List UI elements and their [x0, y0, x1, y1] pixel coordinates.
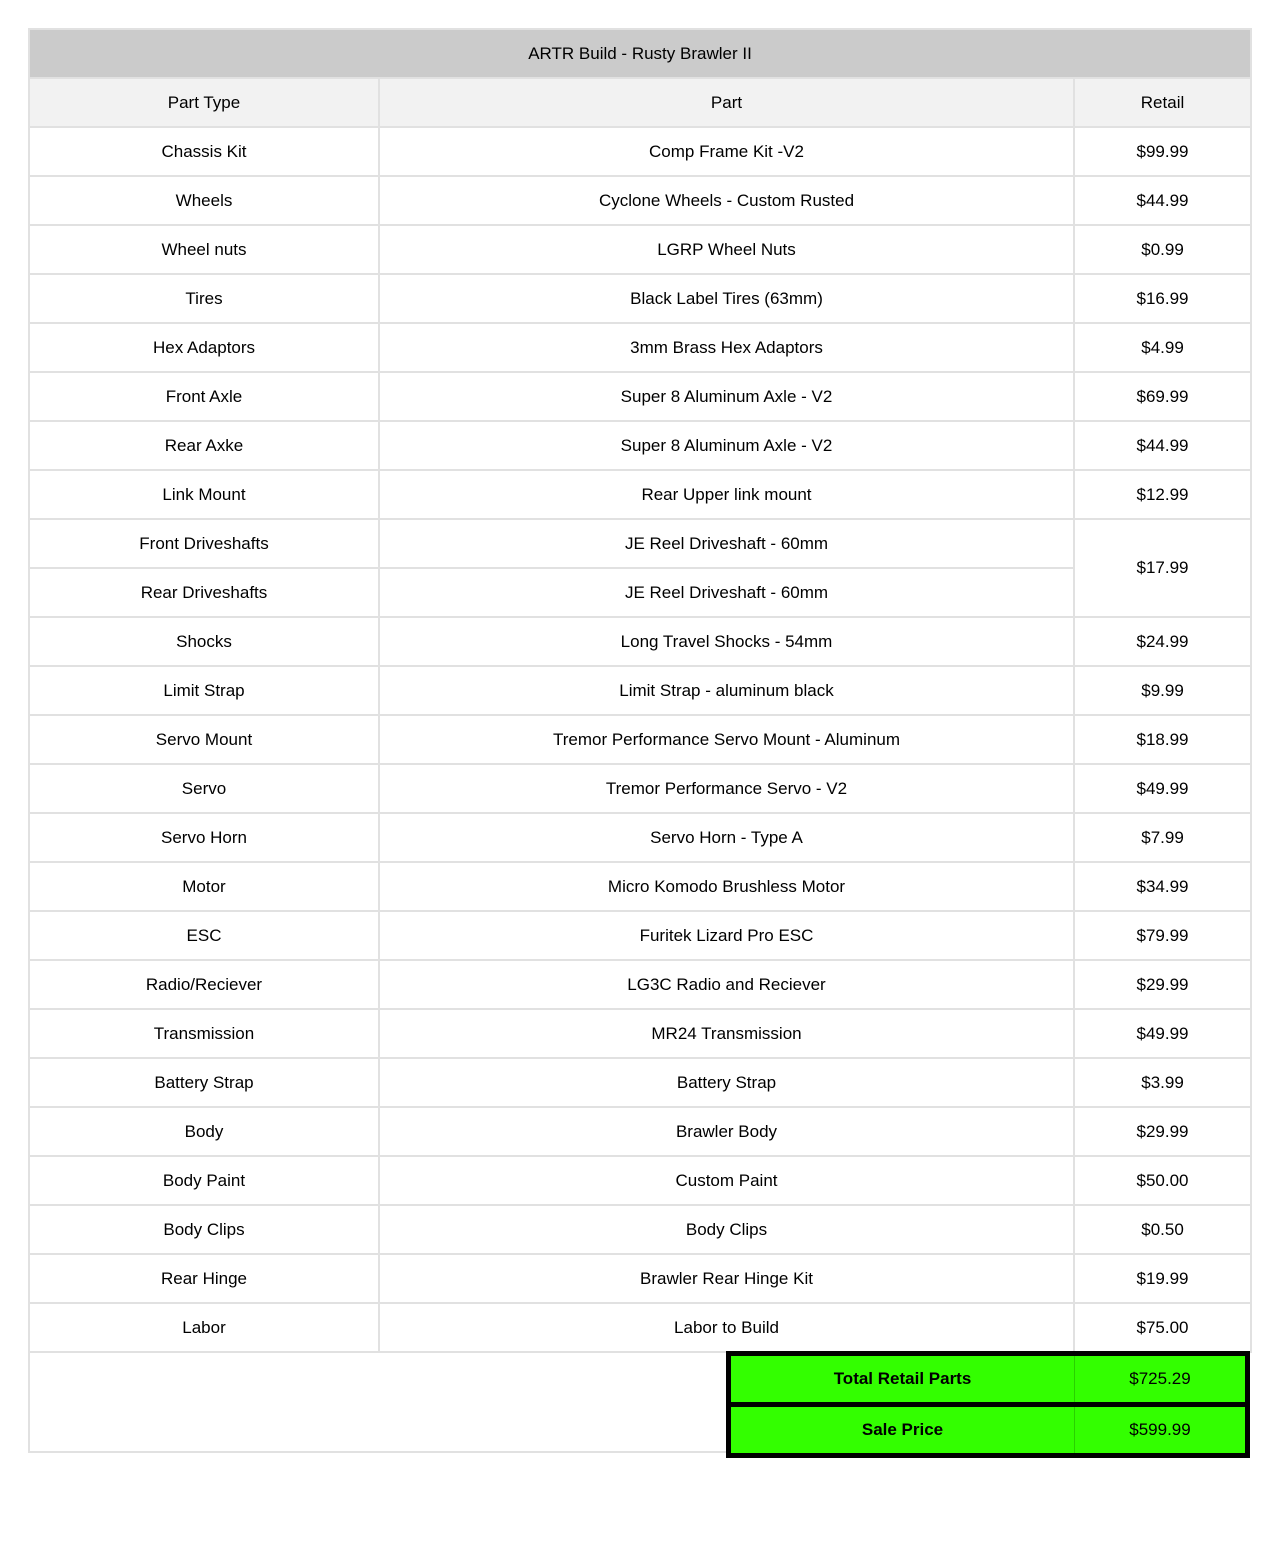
retail-cell[interactable]: $49.99 [1074, 1009, 1251, 1058]
part-type-cell[interactable]: Battery Strap [29, 1058, 379, 1107]
part-type-cell[interactable]: Servo Mount [29, 715, 379, 764]
part-cell[interactable]: 3mm Brass Hex Adaptors [379, 323, 1074, 372]
table-row [29, 862, 1251, 911]
part-type-cell[interactable]: Servo [29, 764, 379, 813]
table-row [29, 225, 1251, 274]
part-type-cell[interactable]: Rear Driveshafts [29, 568, 379, 617]
retail-cell[interactable]: $69.99 [1074, 372, 1251, 421]
retail-cell[interactable]: $16.99 [1074, 274, 1251, 323]
part-type-cell[interactable]: Radio/Reciever [29, 960, 379, 1009]
sale-price-value[interactable]: $599.99 [1129, 1420, 1191, 1439]
part-type-cell[interactable]: Link Mount [29, 470, 379, 519]
part-type-cell[interactable]: Body Clips [29, 1205, 379, 1254]
part-cell[interactable]: Micro Komodo Brushless Motor [379, 862, 1074, 911]
table-row [29, 274, 1251, 323]
part-cell[interactable]: Limit Strap - aluminum black [379, 666, 1074, 715]
part-type-cell[interactable]: Shocks [29, 617, 379, 666]
part-type-cell[interactable]: Wheel nuts [29, 225, 379, 274]
part-cell[interactable]: Super 8 Aluminum Axle - V2 [379, 421, 1074, 470]
table-row [29, 568, 1251, 617]
retail-cell[interactable]: $24.99 [1074, 617, 1251, 666]
retail-cell[interactable]: $0.99 [1074, 225, 1251, 274]
part-cell[interactable]: Labor to Build [379, 1303, 1074, 1352]
part-type-cell[interactable]: Tires [29, 274, 379, 323]
column-header-part-type[interactable]: Part Type [29, 78, 379, 127]
table-row [29, 960, 1251, 1009]
part-cell[interactable]: LG3C Radio and Reciever [379, 960, 1074, 1009]
retail-cell[interactable]: $34.99 [1074, 862, 1251, 911]
retail-cell[interactable]: $79.99 [1074, 911, 1251, 960]
totals-highlight-box [726, 1351, 1250, 1458]
part-type-cell[interactable]: Wheels [29, 176, 379, 225]
table-row [29, 421, 1251, 470]
total-retail-parts-value[interactable]: $725.29 [1129, 1369, 1191, 1388]
part-cell[interactable]: Custom Paint [379, 1156, 1074, 1205]
table-footer [28, 1353, 1250, 1453]
table-row [29, 1009, 1251, 1058]
table-row [29, 911, 1251, 960]
table-row [29, 470, 1251, 519]
part-type-cell[interactable]: ESC [29, 911, 379, 960]
retail-cell[interactable]: $49.99 [1074, 764, 1251, 813]
part-type-cell[interactable]: Hex Adaptors [29, 323, 379, 372]
table-row [29, 323, 1251, 372]
retail-cell[interactable]: $44.99 [1074, 421, 1251, 470]
parts-table [28, 28, 1252, 1353]
title-row [29, 29, 1251, 78]
table-row [29, 176, 1251, 225]
part-cell[interactable]: Furitek Lizard Pro ESC [379, 911, 1074, 960]
column-header-row [29, 78, 1251, 127]
part-cell[interactable]: JE Reel Driveshaft - 60mm [379, 568, 1074, 617]
part-cell[interactable]: Cyclone Wheels - Custom Rusted [379, 176, 1074, 225]
part-cell[interactable]: Super 8 Aluminum Axle - V2 [379, 372, 1074, 421]
part-type-cell[interactable]: Rear Hinge [29, 1254, 379, 1303]
part-cell[interactable]: Brawler Body [379, 1107, 1074, 1156]
retail-cell[interactable]: $50.00 [1074, 1156, 1251, 1205]
table-row [29, 372, 1251, 421]
part-cell[interactable]: LGRP Wheel Nuts [379, 225, 1074, 274]
part-type-cell[interactable]: Rear Axke [29, 421, 379, 470]
part-cell[interactable]: MR24 Transmission [379, 1009, 1074, 1058]
table-row [29, 1156, 1251, 1205]
part-type-cell[interactable]: Limit Strap [29, 666, 379, 715]
part-type-cell[interactable]: Transmission [29, 1009, 379, 1058]
retail-cell[interactable]: $44.99 [1074, 176, 1251, 225]
table-row [29, 813, 1251, 862]
table-row [29, 764, 1251, 813]
part-type-cell[interactable]: Front Driveshafts [29, 519, 379, 568]
table-row [29, 1303, 1251, 1352]
part-cell[interactable]: Battery Strap [379, 1058, 1074, 1107]
retail-cell[interactable]: $29.99 [1074, 1107, 1251, 1156]
total-retail-parts-row [731, 1356, 1245, 1402]
retail-cell[interactable]: $7.99 [1074, 813, 1251, 862]
retail-cell[interactable]: $3.99 [1074, 1058, 1251, 1107]
spreadsheet [28, 28, 1250, 1475]
table-row [29, 519, 1251, 568]
part-cell[interactable]: Comp Frame Kit -V2 [379, 127, 1074, 176]
part-cell[interactable]: Rear Upper link mount [379, 470, 1074, 519]
part-type-cell[interactable]: Body [29, 1107, 379, 1156]
part-cell[interactable]: JE Reel Driveshaft - 60mm [379, 519, 1074, 568]
retail-cell[interactable]: $17.99 [1074, 519, 1251, 617]
retail-cell[interactable]: $0.50 [1074, 1205, 1251, 1254]
retail-cell[interactable]: $12.99 [1074, 470, 1251, 519]
table-row [29, 127, 1251, 176]
part-cell[interactable]: Tremor Performance Servo - V2 [379, 764, 1074, 813]
part-type-cell[interactable]: Labor [29, 1303, 379, 1352]
table-row [29, 715, 1251, 764]
table-row [29, 617, 1251, 666]
part-type-cell[interactable]: Chassis Kit [29, 127, 379, 176]
part-cell[interactable]: Tremor Performance Servo Mount - Aluminum [379, 715, 1074, 764]
retail-cell[interactable]: $99.99 [1074, 127, 1251, 176]
retail-cell[interactable]: $9.99 [1074, 666, 1251, 715]
table-row [29, 1254, 1251, 1303]
sale-price-row [731, 1402, 1245, 1453]
part-cell[interactable]: Long Travel Shocks - 54mm [379, 617, 1074, 666]
part-cell[interactable]: Black Label Tires (63mm) [379, 274, 1074, 323]
table-row [29, 1058, 1251, 1107]
table-row [29, 1107, 1251, 1156]
column-header-retail[interactable]: Retail [1074, 78, 1251, 127]
total-retail-parts-label[interactable]: Total Retail Parts [731, 1356, 1075, 1402]
part-type-cell[interactable]: Front Axle [29, 372, 379, 421]
sale-price-label[interactable]: Sale Price [731, 1407, 1075, 1453]
parts-table-body [29, 127, 1251, 1352]
part-type-cell[interactable]: Body Paint [29, 1156, 379, 1205]
table-row [29, 666, 1251, 715]
part-cell[interactable]: Body Clips [379, 1205, 1074, 1254]
retail-cell[interactable]: $19.99 [1074, 1254, 1251, 1303]
column-header-part[interactable]: Part [379, 78, 1074, 127]
retail-cell[interactable]: $75.00 [1074, 1303, 1251, 1352]
part-cell[interactable]: Servo Horn - Type A [379, 813, 1074, 862]
table-row [29, 1205, 1251, 1254]
retail-cell[interactable]: $29.99 [1074, 960, 1251, 1009]
retail-cell[interactable]: $4.99 [1074, 323, 1251, 372]
retail-cell[interactable]: $18.99 [1074, 715, 1251, 764]
part-type-cell[interactable]: Servo Horn [29, 813, 379, 862]
table-title: ARTR Build - Rusty Brawler II [29, 29, 1251, 78]
part-type-cell[interactable]: Motor [29, 862, 379, 911]
part-cell[interactable]: Brawler Rear Hinge Kit [379, 1254, 1074, 1303]
